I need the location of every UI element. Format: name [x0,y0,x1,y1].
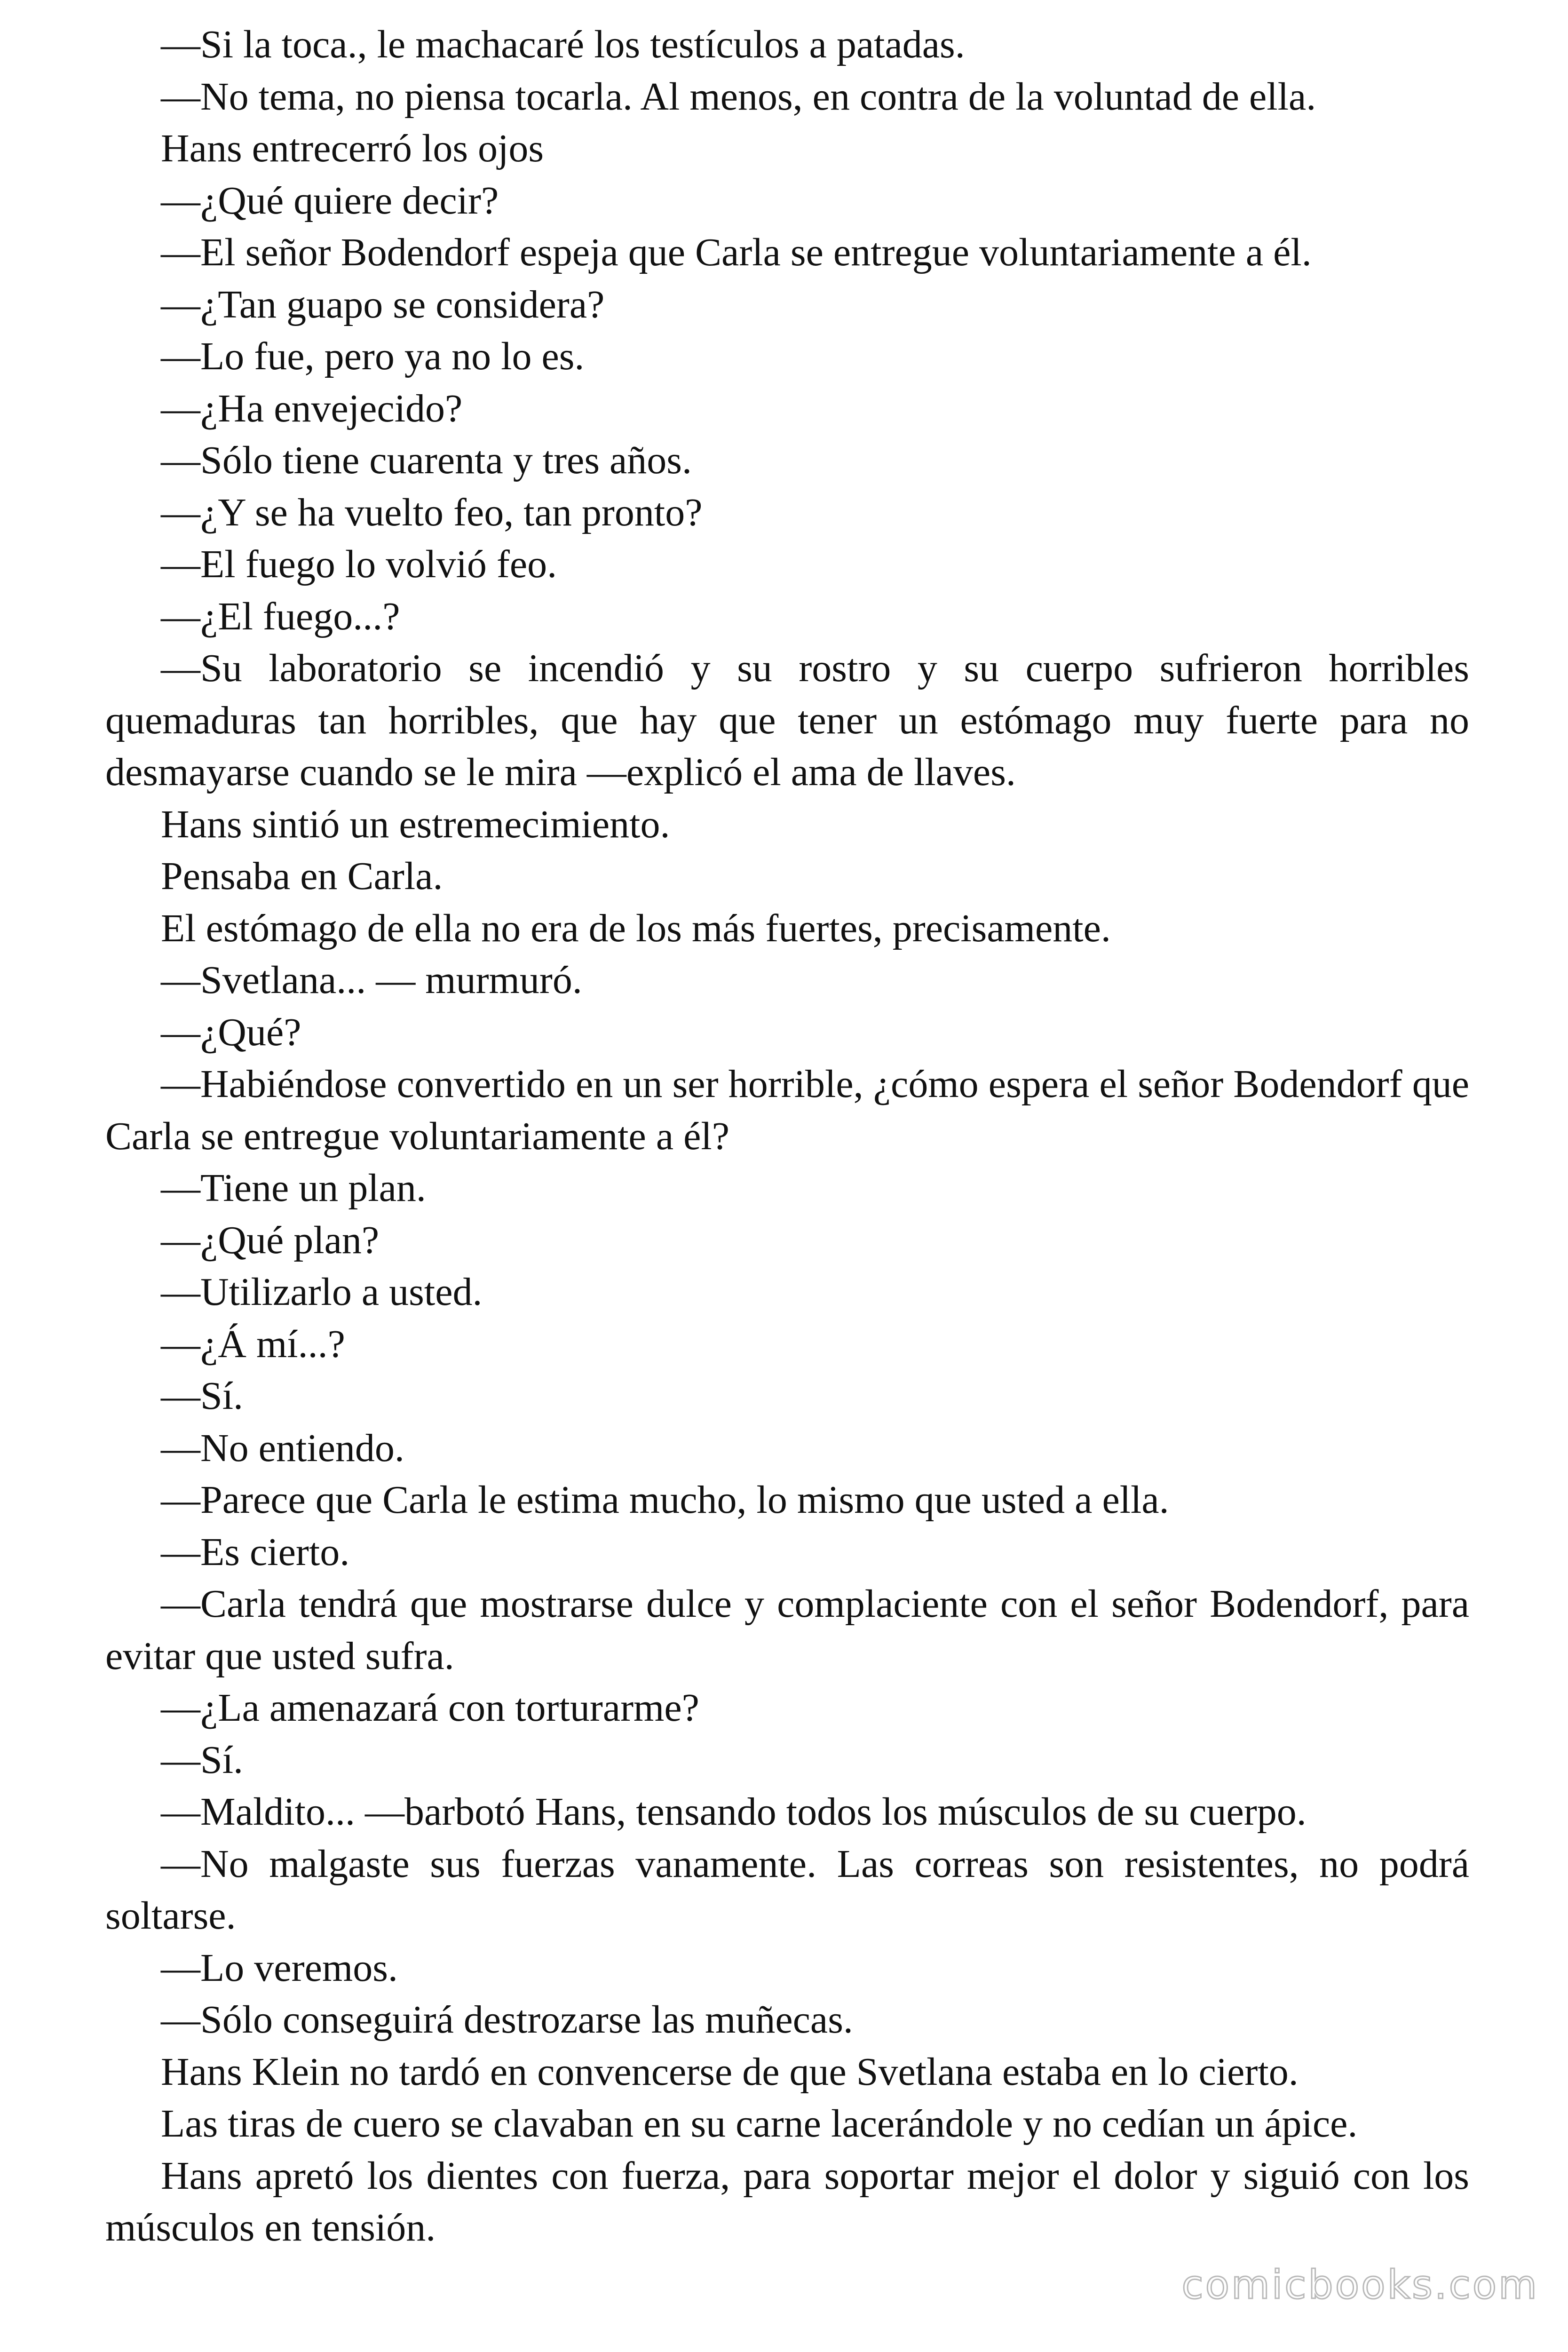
paragraph: —Carla tendrá que mostrarse dulce y complaciente con el señor Bodendorf, para evitar que usted sufra. [105,1582,1469,1678]
paragraph: —¿Á mí...? [161,1322,345,1366]
paragraph: —Utilizarlo a usted. [161,1270,483,1314]
paragraph: —Sí. [161,1738,244,1782]
paragraph: —Su laboratorio se incendió y su rostro y su cuerpo sufrieron horribles quemaduras tan horribles, que hay que tener un estómago muy fuerte para no desmayarse cuando se le mira —explicó el ama de llaves. [105,646,1469,794]
paragraph: —Habiéndose convertido en un ser horrible, ¿cómo espera el señor Bodendorf que Carla se entregue voluntariamente a él? [105,1062,1469,1158]
paragraph: —Parece que Carla le estima mucho, lo mismo que usted a ella. [161,1478,1169,1522]
paragraph: —¿Ha envejecido? [161,386,463,430]
paragraph: Hans apretó los dientes con fuerza, para soportar mejor el dolor y siguió con los músculos en tensión. [105,2153,1469,2249]
paragraph: —El señor Bodendorf espeja que Carla se entregue voluntariamente a él. [161,230,1312,274]
paragraph: —Es cierto. [161,1530,350,1574]
paragraph: —¿La amenazará con torturarme? [161,1686,699,1730]
paragraph: Hans Klein no tardó en convencerse de que Svetlana estaba en lo cierto. [161,2050,1299,2094]
paragraph: —Sólo conseguirá destrozarse las muñecas. [161,1998,853,2042]
paragraph: Hans sintió un estremecimiento. [161,802,670,846]
paragraph: —¿Qué plan? [161,1218,380,1262]
paragraph: —El fuego lo volvió feo. [161,542,557,586]
paragraph: —Lo veremos. [161,1946,398,1990]
paragraph: —No entiendo. [161,1426,404,1470]
paragraph: Pensaba en Carla. [161,854,443,898]
page-body [105,19,1469,2254]
paragraph: —¿Qué? [161,1010,301,1054]
paragraph: —Maldito... —barbotó Hans, tensando todos los músculos de su cuerpo. [161,1790,1307,1834]
paragraph: —Sí. [161,1374,244,1418]
paragraph: —Tiene un plan. [161,1166,426,1210]
paragraph: —¿Tan guapo se considera? [161,282,605,326]
paragraph: El estómago de ella no era de los más fuertes, precisamente. [161,906,1111,950]
paragraph: —Sólo tiene cuarenta y tres años. [161,438,692,482]
paragraph: —Lo fue, pero ya no lo es. [161,334,585,378]
paragraph: —Svetlana... — murmuró. [161,958,582,1002]
paragraph: —No malgaste sus fuerzas vanamente. Las correas son resistentes, no podrá soltarse. [105,1842,1469,1938]
paragraph: Las tiras de cuero se clavaban en su carne lacerándole y no cedían un ápice. [161,2102,1358,2145]
paragraph: —Si la toca., le machacaré los testículos a patadas. [161,23,965,66]
paragraph: Hans entrecerró los ojos [161,127,544,170]
paragraph: —¿Qué quiere decir? [161,178,499,222]
paragraph: —¿Y se ha vuelto feo, tan pronto? [161,490,703,534]
paragraph: —No tema, no piensa tocarla. Al menos, en contra de la voluntad de ella. [161,74,1316,119]
watermark: comicbooks.com [1181,2262,1539,2308]
paragraph: —¿El fuego...? [161,594,400,638]
